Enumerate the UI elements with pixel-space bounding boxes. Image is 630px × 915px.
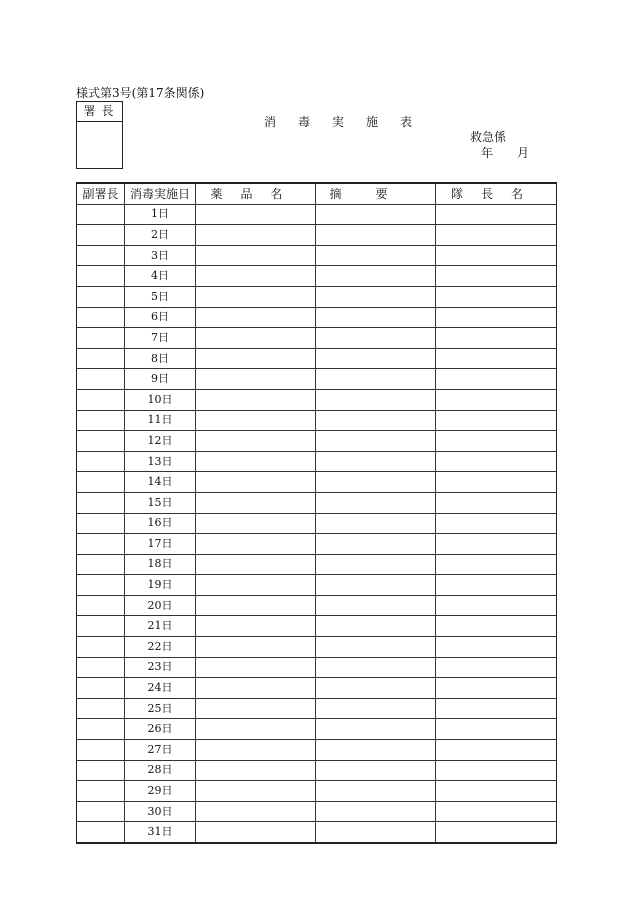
summary-cell[interactable] (316, 760, 436, 781)
disinfection-log-table (76, 182, 557, 844)
table-row (77, 637, 557, 658)
chemical-name-cell[interactable] (196, 225, 316, 246)
deputy-chief-cell[interactable] (77, 410, 125, 431)
date-cell: 27日 (125, 740, 196, 761)
captain-name-cell[interactable] (436, 307, 557, 328)
form-label: 様式第3号(第17条関係) (76, 86, 205, 100)
deputy-chief-cell[interactable] (77, 698, 125, 719)
deputy-chief-cell[interactable] (77, 451, 125, 472)
summary-cell[interactable] (316, 472, 436, 493)
date-cell: 21日 (125, 616, 196, 637)
date-cell: 9日 (125, 369, 196, 390)
captain-name-cell[interactable] (436, 801, 557, 822)
table-header-row (77, 183, 557, 204)
date-cell: 2日 (125, 225, 196, 246)
header-summary: 摘要 (316, 183, 436, 204)
date-cell: 16日 (125, 513, 196, 534)
summary-cell[interactable] (316, 286, 436, 307)
summary-cell[interactable] (316, 307, 436, 328)
date-cell: 8日 (125, 348, 196, 369)
chemical-name-cell[interactable] (196, 801, 316, 822)
chief-stamp-box (76, 101, 123, 169)
document-title: 消毒実施表 (264, 115, 435, 129)
table-row (77, 451, 557, 472)
captain-name-cell[interactable] (436, 698, 557, 719)
deputy-chief-cell[interactable] (77, 575, 125, 596)
captain-name-cell[interactable] (436, 637, 557, 658)
table-row (77, 286, 557, 307)
captain-name-cell[interactable] (436, 492, 557, 513)
captain-name-cell[interactable] (436, 554, 557, 575)
table-row (77, 225, 557, 246)
table-body (77, 204, 557, 843)
date-cell: 25日 (125, 698, 196, 719)
captain-name-cell[interactable] (436, 781, 557, 802)
chemical-name-cell[interactable] (196, 616, 316, 637)
stamp-box-label: 署長 (77, 102, 122, 122)
chemical-name-cell[interactable] (196, 595, 316, 616)
summary-cell[interactable] (316, 348, 436, 369)
captain-name-cell[interactable] (436, 534, 557, 555)
chemical-name-cell[interactable] (196, 389, 316, 410)
deputy-chief-cell[interactable] (77, 554, 125, 575)
deputy-chief-cell[interactable] (77, 328, 125, 349)
captain-name-cell[interactable] (436, 472, 557, 493)
deputy-chief-cell[interactable] (77, 492, 125, 513)
table-row (77, 266, 557, 287)
date-cell: 10日 (125, 389, 196, 410)
summary-cell[interactable] (316, 637, 436, 658)
chemical-name-cell[interactable] (196, 678, 316, 699)
month-label: 月 (517, 146, 530, 160)
captain-name-cell[interactable] (436, 616, 557, 637)
year-label: 年 (481, 146, 494, 160)
summary-cell[interactable] (316, 616, 436, 637)
chemical-name-cell[interactable] (196, 740, 316, 761)
summary-cell[interactable] (316, 822, 436, 843)
date-cell: 12日 (125, 431, 196, 452)
chemical-name-cell[interactable] (196, 348, 316, 369)
chemical-name-cell[interactable] (196, 286, 316, 307)
summary-cell[interactable] (316, 410, 436, 431)
date-cell: 14日 (125, 472, 196, 493)
date-cell: 11日 (125, 410, 196, 431)
summary-cell[interactable] (316, 781, 436, 802)
chemical-name-cell[interactable] (196, 698, 316, 719)
department-label: 救急係 (470, 130, 507, 144)
date-cell: 31日 (125, 822, 196, 843)
date-cell: 7日 (125, 328, 196, 349)
deputy-chief-cell[interactable] (77, 822, 125, 843)
table-row (77, 740, 557, 761)
date-cell: 30日 (125, 801, 196, 822)
table-row (77, 369, 557, 390)
table-row (77, 307, 557, 328)
table-row (77, 328, 557, 349)
summary-cell[interactable] (316, 595, 436, 616)
date-cell: 4日 (125, 266, 196, 287)
captain-name-cell[interactable] (436, 266, 557, 287)
deputy-chief-cell[interactable] (77, 245, 125, 266)
table-row (77, 595, 557, 616)
summary-cell[interactable] (316, 225, 436, 246)
chemical-name-cell[interactable] (196, 472, 316, 493)
table-row (77, 245, 557, 266)
deputy-chief-cell[interactable] (77, 719, 125, 740)
deputy-chief-cell[interactable] (77, 740, 125, 761)
table-row (77, 348, 557, 369)
table-row (77, 801, 557, 822)
summary-cell[interactable] (316, 204, 436, 225)
table-row (77, 431, 557, 452)
table-row (77, 472, 557, 493)
summary-cell[interactable] (316, 719, 436, 740)
deputy-chief-cell[interactable] (77, 307, 125, 328)
table-row (77, 760, 557, 781)
date-cell: 19日 (125, 575, 196, 596)
table-row (77, 678, 557, 699)
table-row (77, 698, 557, 719)
chemical-name-cell[interactable] (196, 307, 316, 328)
captain-name-cell[interactable] (436, 286, 557, 307)
table-row (77, 513, 557, 534)
date-cell: 5日 (125, 286, 196, 307)
captain-name-cell[interactable] (436, 822, 557, 843)
table-row (77, 389, 557, 410)
deputy-chief-cell[interactable] (77, 801, 125, 822)
table-row (77, 616, 557, 637)
table-row (77, 575, 557, 596)
chemical-name-cell[interactable] (196, 657, 316, 678)
chemical-name-cell[interactable] (196, 760, 316, 781)
chemical-name-cell[interactable] (196, 451, 316, 472)
summary-cell[interactable] (316, 492, 436, 513)
table-row (77, 204, 557, 225)
deputy-chief-cell[interactable] (77, 389, 125, 410)
summary-cell[interactable] (316, 431, 436, 452)
deputy-chief-cell[interactable] (77, 286, 125, 307)
captain-name-cell[interactable] (436, 657, 557, 678)
deputy-chief-cell[interactable] (77, 204, 125, 225)
date-cell: 3日 (125, 245, 196, 266)
table-row (77, 554, 557, 575)
summary-cell[interactable] (316, 513, 436, 534)
captain-name-cell[interactable] (436, 740, 557, 761)
captain-name-cell[interactable] (436, 575, 557, 596)
captain-name-cell[interactable] (436, 328, 557, 349)
deputy-chief-cell[interactable] (77, 431, 125, 452)
date-cell: 20日 (125, 595, 196, 616)
deputy-chief-cell[interactable] (77, 266, 125, 287)
chemical-name-cell[interactable] (196, 719, 316, 740)
date-cell: 6日 (125, 307, 196, 328)
deputy-chief-cell[interactable] (77, 595, 125, 616)
deputy-chief-cell[interactable] (77, 369, 125, 390)
date-cell: 26日 (125, 719, 196, 740)
summary-cell[interactable] (316, 369, 436, 390)
chemical-name-cell[interactable] (196, 534, 316, 555)
chemical-name-cell[interactable] (196, 492, 316, 513)
summary-cell[interactable] (316, 451, 436, 472)
summary-cell[interactable] (316, 698, 436, 719)
chemical-name-cell[interactable] (196, 245, 316, 266)
header-chemical-name: 薬品名 (196, 183, 316, 204)
captain-name-cell[interactable] (436, 451, 557, 472)
summary-cell[interactable] (316, 801, 436, 822)
captain-name-cell[interactable] (436, 348, 557, 369)
date-cell: 15日 (125, 492, 196, 513)
chemical-name-cell[interactable] (196, 410, 316, 431)
deputy-chief-cell[interactable] (77, 348, 125, 369)
deputy-chief-cell[interactable] (77, 616, 125, 637)
captain-name-cell[interactable] (436, 431, 557, 452)
table-row (77, 492, 557, 513)
deputy-chief-cell[interactable] (77, 472, 125, 493)
chemical-name-cell[interactable] (196, 513, 316, 534)
summary-cell[interactable] (316, 245, 436, 266)
table-row (77, 719, 557, 740)
table-row (77, 822, 557, 843)
table-row (77, 657, 557, 678)
summary-cell[interactable] (316, 657, 436, 678)
deputy-chief-cell[interactable] (77, 678, 125, 699)
chemical-name-cell[interactable] (196, 204, 316, 225)
date-cell: 13日 (125, 451, 196, 472)
header-captain-name: 隊長名 (436, 183, 557, 204)
captain-name-cell[interactable] (436, 513, 557, 534)
chemical-name-cell[interactable] (196, 822, 316, 843)
summary-cell[interactable] (316, 554, 436, 575)
table-row (77, 534, 557, 555)
captain-name-cell[interactable] (436, 389, 557, 410)
date-cell: 22日 (125, 637, 196, 658)
deputy-chief-cell[interactable] (77, 534, 125, 555)
table-row (77, 781, 557, 802)
date-cell: 18日 (125, 554, 196, 575)
deputy-chief-cell[interactable] (77, 637, 125, 658)
captain-name-cell[interactable] (436, 760, 557, 781)
summary-cell[interactable] (316, 740, 436, 761)
summary-cell[interactable] (316, 534, 436, 555)
deputy-chief-cell[interactable] (77, 657, 125, 678)
chemical-name-cell[interactable] (196, 781, 316, 802)
captain-name-cell[interactable] (436, 678, 557, 699)
summary-cell[interactable] (316, 328, 436, 349)
captain-name-cell[interactable] (436, 595, 557, 616)
chemical-name-cell[interactable] (196, 554, 316, 575)
deputy-chief-cell[interactable] (77, 781, 125, 802)
chemical-name-cell[interactable] (196, 637, 316, 658)
summary-cell[interactable] (316, 575, 436, 596)
date-cell: 1日 (125, 204, 196, 225)
date-cell: 23日 (125, 657, 196, 678)
chemical-name-cell[interactable] (196, 575, 316, 596)
captain-name-cell[interactable] (436, 245, 557, 266)
deputy-chief-cell[interactable] (77, 513, 125, 534)
chemical-name-cell[interactable] (196, 266, 316, 287)
captain-name-cell[interactable] (436, 369, 557, 390)
captain-name-cell[interactable] (436, 719, 557, 740)
header-disinfection-date: 消毒実施日 (125, 183, 196, 204)
summary-cell[interactable] (316, 678, 436, 699)
date-cell: 24日 (125, 678, 196, 699)
summary-cell[interactable] (316, 389, 436, 410)
deputy-chief-cell[interactable] (77, 225, 125, 246)
date-cell: 28日 (125, 760, 196, 781)
header-deputy-chief: 副署長 (77, 183, 125, 204)
date-cell: 29日 (125, 781, 196, 802)
date-cell: 17日 (125, 534, 196, 555)
deputy-chief-cell[interactable] (77, 760, 125, 781)
chemical-name-cell[interactable] (196, 369, 316, 390)
chemical-name-cell[interactable] (196, 431, 316, 452)
summary-cell[interactable] (316, 266, 436, 287)
captain-name-cell[interactable] (436, 410, 557, 431)
table-row (77, 410, 557, 431)
captain-name-cell[interactable] (436, 225, 557, 246)
captain-name-cell[interactable] (436, 204, 557, 225)
chemical-name-cell[interactable] (196, 328, 316, 349)
